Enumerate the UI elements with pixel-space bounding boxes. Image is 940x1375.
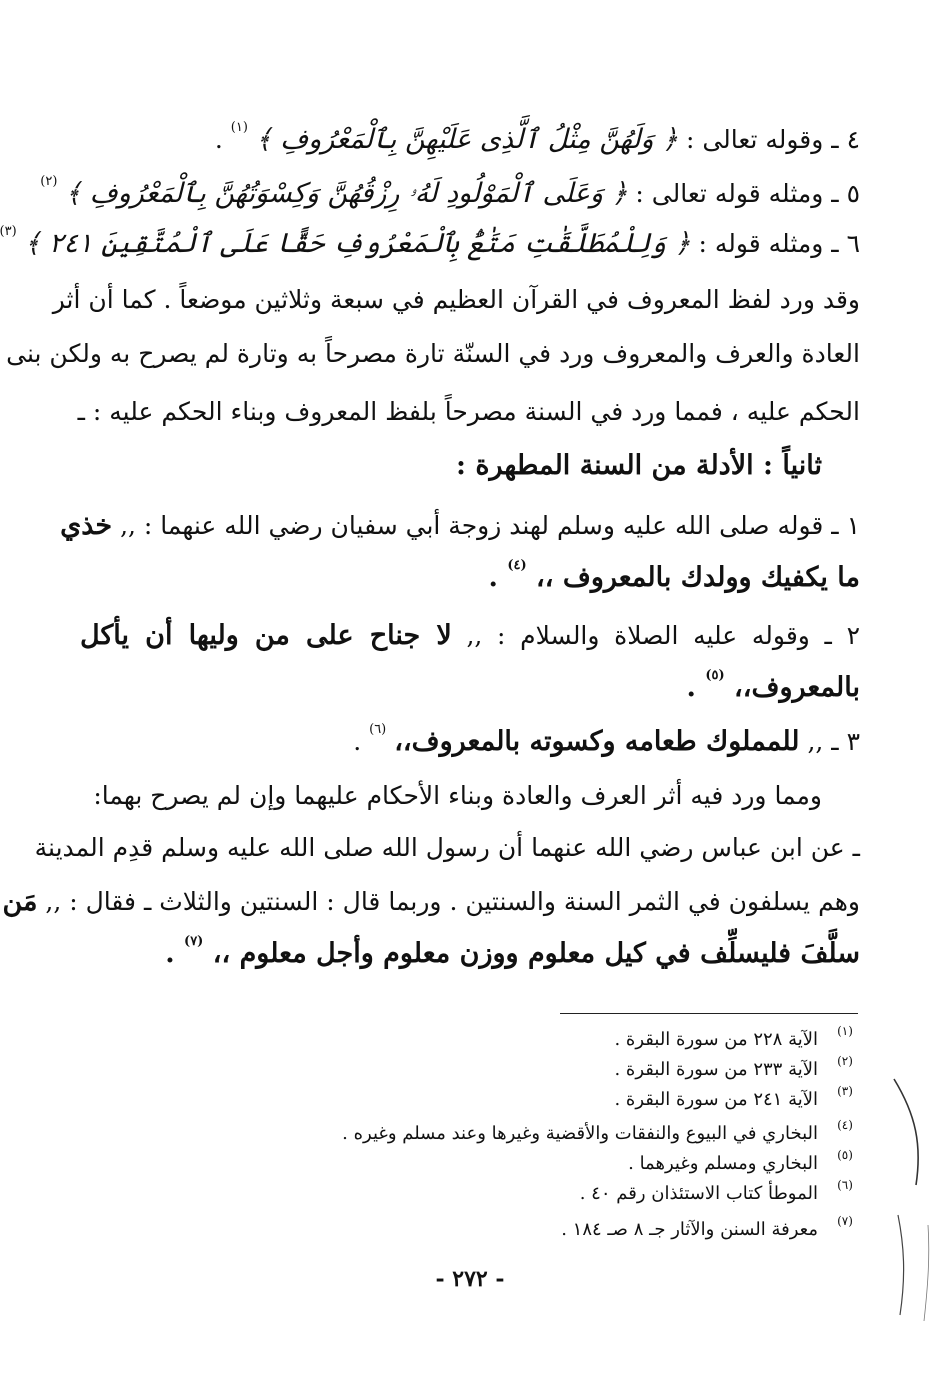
hadith-quote: لا جناح على من وليها أن يأكل xyxy=(80,620,452,651)
verse-text: ﴿ وَعَلَى ٱلْمَوْلُودِ لَهُۥ رِزْقُهُنَّ وَكِسْوَتُهُنَّ بِٱلْمَعْرُوفِ ﴾ xyxy=(65,178,628,209)
hadith-1-line-2: ما يكفيك وولدك بالمعروف ،، $^{(٤)}$ . xyxy=(488,558,860,593)
footnote-text: الآية ٢٤١ من سورة البقرة . xyxy=(614,1089,818,1110)
paragraph-line: سلَّفَ فليسلِّف في كيل معلوم ووزن معلوم وأجل معلوم ،، $^{(٧)}$ . xyxy=(165,934,860,969)
hadith-2-line-1: ٢ ـ وقوله عليه الصلاة والسلام : ,, لا جناح على من وليها أن يأكل xyxy=(80,620,860,651)
footnote-number: (٥) xyxy=(837,1148,853,1162)
footnote-marker: (٢) xyxy=(40,174,58,189)
footnote-number: (٣) xyxy=(837,1084,853,1098)
paragraph-line: ومما ورد فيه أثر العرف والعادة وبناء الأحكام عليهما وإن لم يصرح بهما: xyxy=(93,781,822,810)
footnote-text: الآية ٢٣٣ من سورة البقرة . xyxy=(614,1059,818,1080)
verse-text: ﴿ وَلَهُنَّ مِثْلُ ٱلَّذِى عَلَيْهِنَّ بِٱلْمَعْرُوفِ ﴾ xyxy=(255,124,679,155)
hadith-quote: للمملوك طعامه وكسوته بالمعروف،، xyxy=(394,726,800,757)
footnote-marker: (٦) xyxy=(369,722,387,737)
verse-intro: ٤ ـ وقوله تعالى : xyxy=(685,125,860,154)
footnote-marker: (٥) xyxy=(705,668,725,683)
scan-edge-mark-icon xyxy=(888,1075,933,1325)
footnote-text: البخاري في البيوع والنفقات والأقضية وغيرها وعند مسلم وغيره . xyxy=(342,1123,818,1144)
hadith-quote: مَن xyxy=(2,886,38,917)
paragraph-line: وهم يسلفون في الثمر السنة والسنتين . وربما قال : السنتين والثلاث ـ فقال : ,, مَن xyxy=(2,886,860,917)
footnote-number: (٧) xyxy=(837,1214,853,1228)
footnote-marker: (١) xyxy=(230,120,248,135)
hadith-3-line: ٣ ـ ,, للمملوك طعامه وكسوته بالمعروف،، $^{(٦)}$ . xyxy=(353,722,860,757)
footnote-text: معرفة السنن والآثار جـ ٨ صـ ١٨٤ . xyxy=(561,1219,818,1240)
footnote-number: (١) xyxy=(837,1024,853,1038)
section-heading: ثانياً : الأدلة من السنة المطهرة : xyxy=(455,450,822,481)
hadith-quote: خذي xyxy=(60,510,113,541)
paragraph-line: العادة والعرف والمعروف ورد في السنّة تارة مصرحاً به وتارة لم يصرح به ولكن بنى xyxy=(6,339,860,368)
paragraph-line: الحكم عليه ، فمما ورد في السنة مصرحاً بلفظ المعروف وبناء الحكم عليه : ـ xyxy=(77,397,860,426)
verse-intro: ٥ ـ ومثله قوله تعالى : xyxy=(635,179,860,208)
verse-line-6 xyxy=(0,226,860,262)
verse-intro: ٦ ـ ومثله قوله : xyxy=(698,229,860,258)
hadith-1-line-1: ١ ـ قوله صلى الله عليه وسلم لهند زوجة أبي سفيان رضي الله عنهما : ,, خذي xyxy=(60,510,860,541)
footnote-text: الموطأ كتاب الاستئذان رقم ٤٠ . xyxy=(579,1183,818,1204)
paragraph-line: ـ عن ابن عباس رضي الله عنهما أن رسول الله صلى الله عليه وسلم قدِم المدينة xyxy=(34,833,860,862)
footnote-number: (٤) xyxy=(837,1118,853,1132)
verse-line-4: ٤ ـ وقوله تعالى : ﴿ وَلَهُنَّ مِثْلُ ٱلَّذِى عَلَيْهِنَّ بِٱلْمَعْرُوفِ ﴾ $^{(١)}$ . xyxy=(214,120,860,155)
hadith-2-line-2: بالمعروف،، $^{(٥)}$ . xyxy=(686,668,860,703)
hadith-quote: سلَّفَ فليسلِّف في كيل معلوم ووزن معلوم وأجل معلوم ،، xyxy=(212,938,860,969)
footnote-number: (٢) xyxy=(837,1054,853,1068)
hadith-quote: ما يكفيك وولدك بالمعروف ،، xyxy=(536,562,860,593)
footnote-marker: (٣) xyxy=(0,224,17,239)
hadith-quote: بالمعروف،، xyxy=(734,672,860,703)
paragraph-line: وقد ورد لفظ المعروف في القرآن العظيم في سبعة وثلاثين موضعاً . كما أن أثر xyxy=(52,285,860,314)
page-number: - ٢٧٢ - xyxy=(435,1266,505,1292)
footnote-divider xyxy=(560,1013,858,1014)
verse-text: ﴿ وَلِلْمُطَلَّقَٰتِ مَتَٰعٌۢ بِٱلْمَعْرُوفِ حَقًّا عَلَى ٱلْمُتَّقِينَ ٢٤١ ﴾ xyxy=(24,228,691,259)
footnote-marker: (٤) xyxy=(507,558,527,573)
verse-line-5 xyxy=(40,176,860,212)
footnote-text: البخاري ومسلم وغيرهما . xyxy=(628,1153,818,1174)
footnote-marker: (٧) xyxy=(184,934,204,949)
footnote-text: الآية ٢٢٨ من سورة البقرة . xyxy=(614,1029,818,1050)
footnote-number: (٦) xyxy=(837,1178,853,1192)
